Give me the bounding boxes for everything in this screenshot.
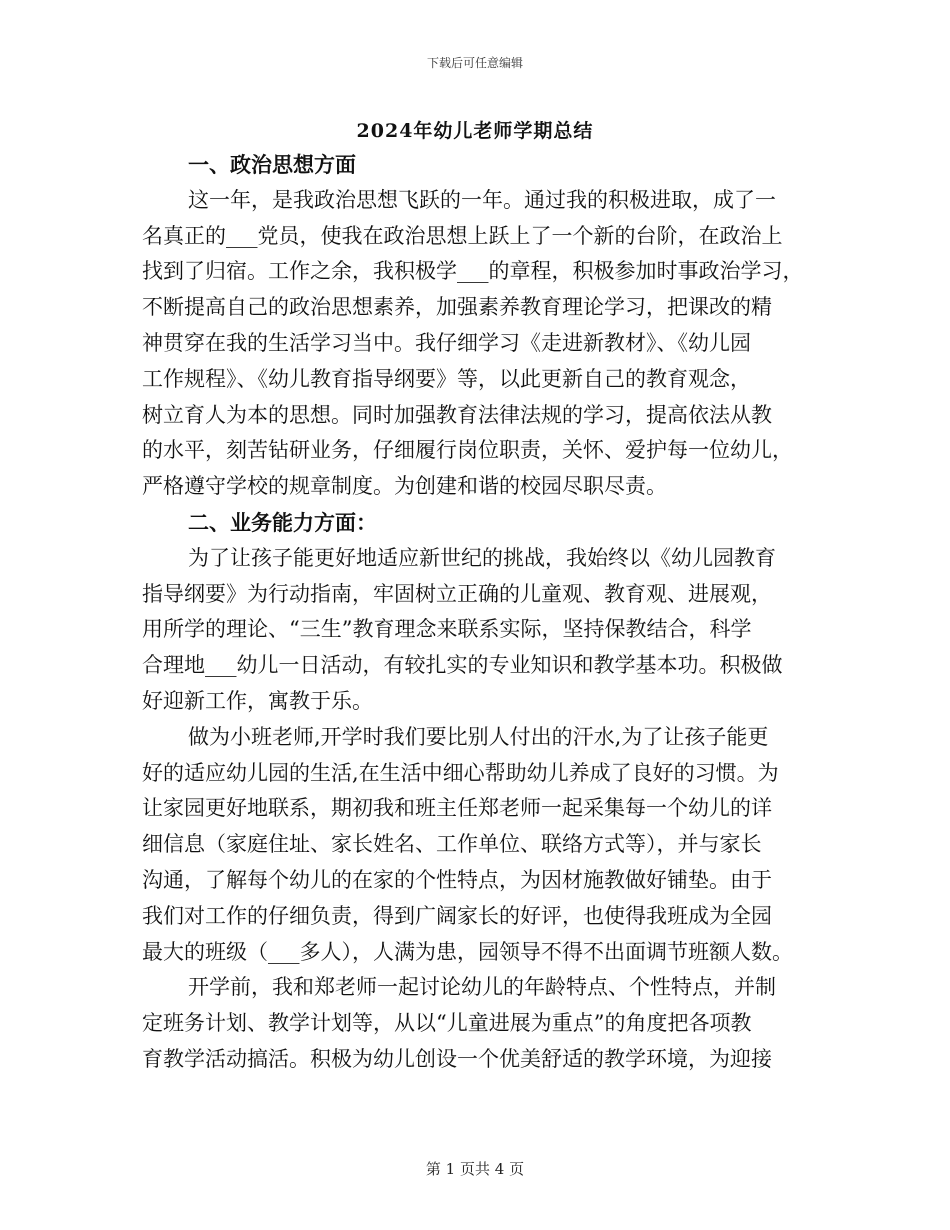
paragraph-line: 细信息（家庭住址、家长姓名、工作单位、联络方式等），并与家长	[142, 832, 762, 857]
document-title: 2024年幼儿老师学期总结	[356, 120, 594, 142]
paragraph-line: 的水平，刻苦钻研业务，仔细履行岗位职责，关怀、爱护每一位幼儿，	[142, 438, 793, 463]
paragraph-line: 找到了归宿。工作之余，我积极学___的章程，积极参加时事政治学习，	[142, 259, 804, 284]
paragraph-line: 我们对工作的仔细负责，得到广阔家长的好评，也使得我班成为全园	[142, 903, 772, 928]
section-heading-politics: 一、政治思想方面	[188, 152, 356, 177]
paragraph-line: 树立育人为本的思想。同时加强教育法律法规的学习，提高依法从教	[142, 402, 772, 427]
paragraph-line: 好迎新工作，寓教于乐。	[142, 688, 373, 713]
page-number-footer: 第 1 页共 4 页	[425, 1160, 525, 1178]
paragraph-line: 工作规程》、《幼儿教育指导纲要》等，以此更新自己的教育观念，	[142, 366, 751, 391]
paragraph-line: 好的适应幼儿园的生活,在生活中细心帮助幼儿养成了良好的习惯。为	[142, 760, 779, 785]
paragraph-line: 为了让孩子能更好地适应新世纪的挑战，我始终以《幼儿园教育	[188, 545, 776, 570]
paragraph-line: 不断提高自己的政治思想素养，加强素养教育理论学习，把课改的精	[142, 295, 772, 320]
paragraph-line: 合理地___幼儿一日活动，有较扎实的专业知识和教学基本功。积极做	[142, 653, 783, 678]
paragraph-line: 定班务计划、教学计划等，从以“儿童进展为重点”的角度把各项教	[142, 1011, 752, 1036]
paragraph-line: 神贯穿在我的生活学习当中。我仔细学习《走进新教材》、《幼儿园	[142, 330, 751, 355]
paragraph-line: 用所学的理论、“三生”教育理念来联系实际，坚持保教结合，科学	[142, 617, 752, 642]
section-heading-business: 二、业务能力方面：	[188, 509, 377, 535]
paragraph-line: 育教学活动搞活。积极为幼儿创设一个优美舒适的教学环境，为迎接	[142, 1046, 772, 1071]
paragraph-line: 让家园更好地联系，期初我和班主任郑老师一起采集每一个幼儿的详	[142, 796, 772, 821]
paragraph-line: 做为小班老师,开学时我们要比别人付出的汗水,为了让孩子能更	[188, 724, 769, 749]
paragraph-line: 最大的班级（___多人），人满为患，园领导不得不出面调节班额人数。	[142, 939, 793, 964]
paragraph-line: 沟通，了解每个幼儿的在家的个性特点，为因材施教做好铺垫。由于	[142, 867, 772, 892]
paragraph-line: 名真正的___党员，使我在政治思想上跃上了一个新的台阶，在政治上	[142, 223, 783, 248]
paragraph-line: 这一年，是我政治思想飞跃的一年。通过我的积极进取，成了一	[188, 187, 776, 212]
paragraph-line: 开学前，我和郑老师一起讨论幼儿的年龄特点、个性特点，并制	[188, 975, 776, 1000]
document-body	[142, 147, 810, 1078]
paragraph-line: 严格遵守学校的规章制度。为创建和谐的校园尽职尽责。	[142, 474, 667, 499]
download-note: 下载后可任意编辑	[426, 56, 523, 70]
paragraph-line: 指导纲要》为行动指南，牢固树立正确的儿童观、教育观、进展观，	[142, 581, 772, 606]
